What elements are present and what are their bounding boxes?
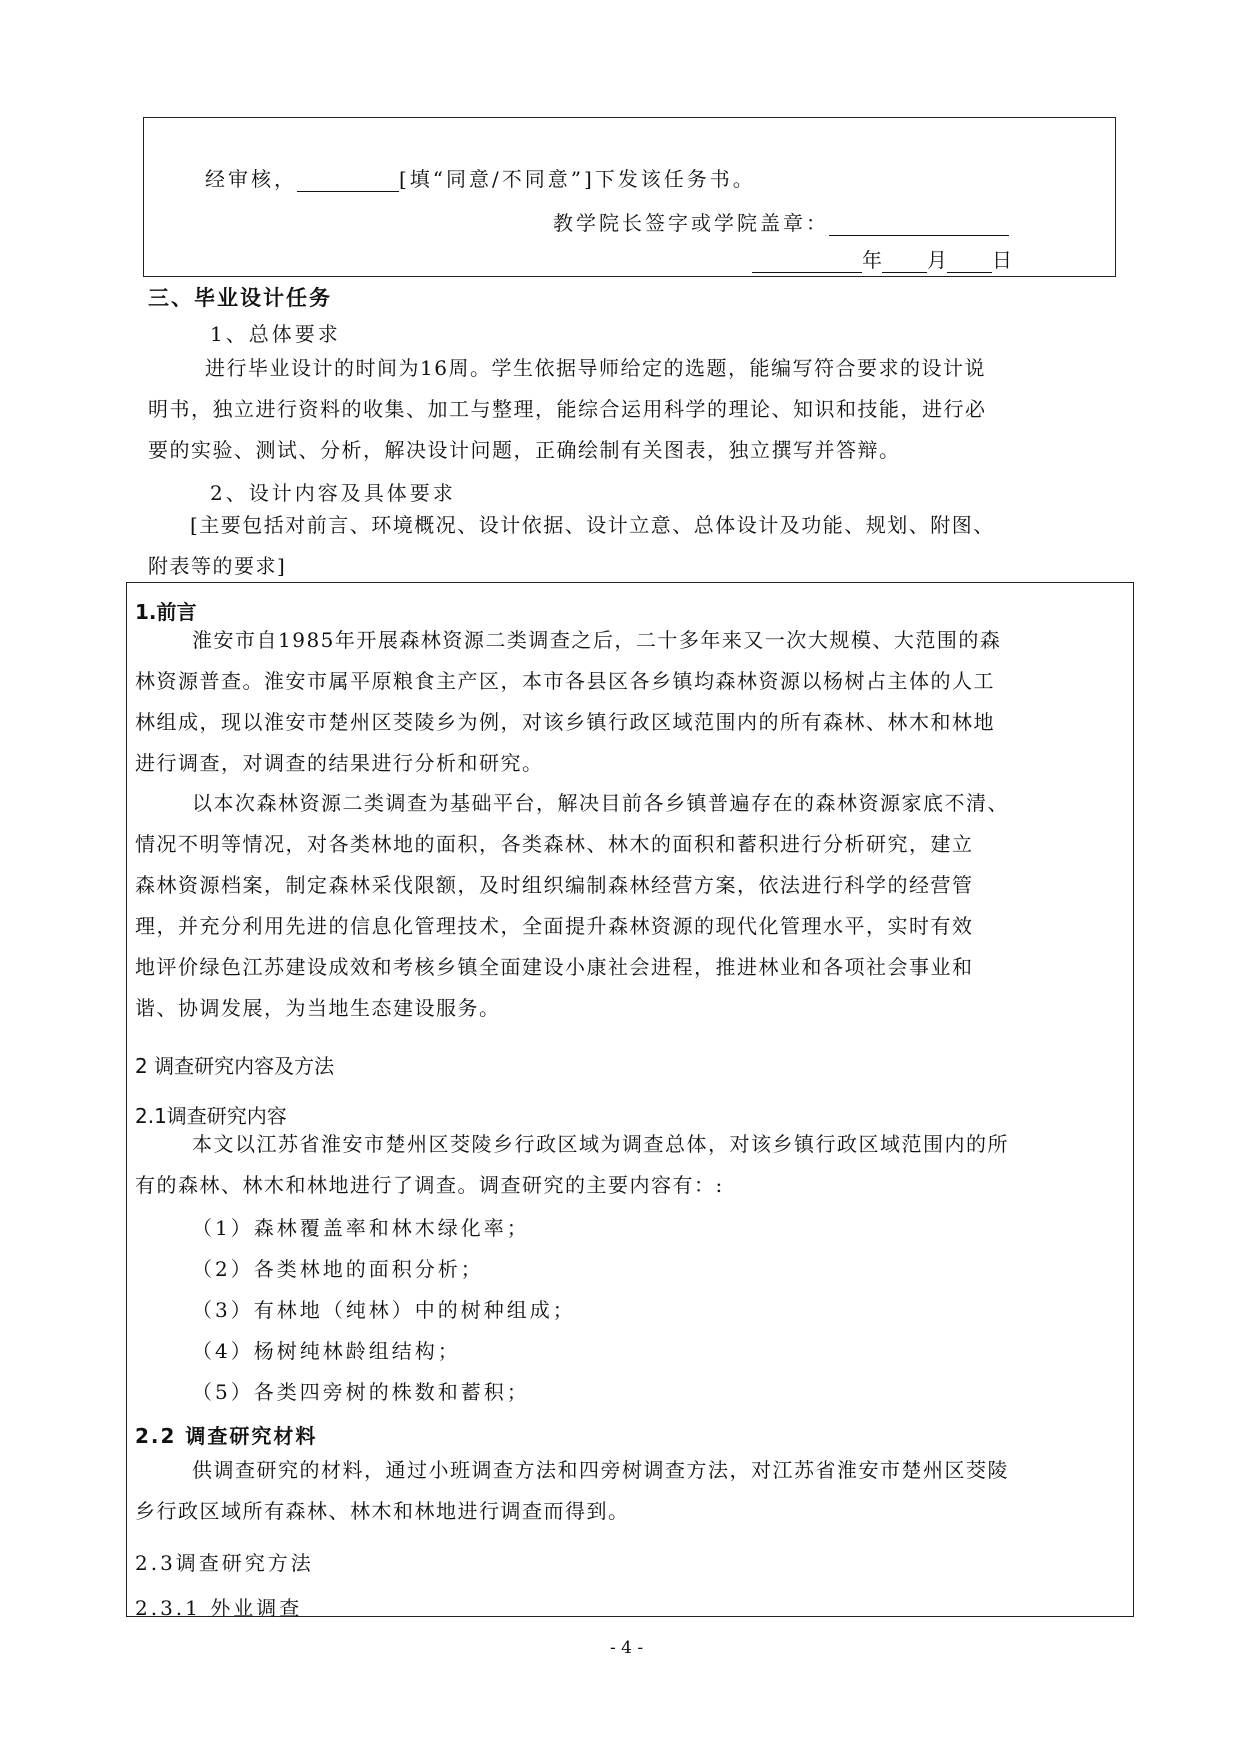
section-2-1-paragraph: [135, 1124, 1120, 1206]
p1-line: 淮安市自1985年开展森林资源二类调查之后，二十多年来又一次大规模、大范围的森: [192, 628, 1002, 652]
foreword-paragraph-1: [135, 620, 1120, 784]
month-label: 月: [927, 248, 947, 272]
p2-line: 理，并充分利用先进的信息化管理技术，全面提升森林资源的现代化管理水平，实时有效: [135, 914, 974, 938]
p3-line: 本文以江苏省淮安市楚州区茭陵乡行政区域为调查总体，对该乡镇行政区域范围内的所: [192, 1132, 1009, 1156]
day-blank: [947, 250, 992, 273]
p4-line: 乡行政区域所有森林、林木和林地进行调查而得到。: [135, 1499, 630, 1523]
heading-section-2: 2 调查研究内容及方法: [135, 1054, 335, 1078]
sub1-line: 明书，独立进行资料的收集、加工与整理，能综合运用科学的理论、知识和技能，进行必: [148, 397, 987, 421]
page-number: - 4 -: [610, 1638, 644, 1658]
sub2-heading: 2、设计内容及具体要求: [210, 481, 456, 505]
day-label: 日: [992, 248, 1012, 272]
p2-line: 森林资源档案，制定森林采伐限额，及时组织编制森林经营方案，依法进行科学的经营管: [135, 873, 974, 897]
signature-blank: [829, 213, 1009, 236]
date-line: [752, 244, 1012, 273]
heading-section-2-1: 2.1调查研究内容: [135, 1104, 287, 1128]
list-item: （4）杨树纯林龄组结构；: [192, 1339, 461, 1363]
approval-suffix: [填“同意/不同意”]下发该任务书。: [399, 167, 756, 191]
heading-foreword: 1.前言: [135, 600, 197, 624]
heading-section-2-3-1: 2.3.1 外业调查: [135, 1596, 303, 1620]
sub2-line: 附表等的要求]: [148, 554, 287, 578]
approval-blank: [297, 169, 399, 192]
year-label: 年: [862, 248, 882, 272]
foreword-paragraph-2: [135, 783, 1120, 1029]
signature-label: 教学院长签字或学院盖章：: [553, 211, 829, 235]
p2-line: 情况不明等情况，对各类林地的面积，各类森林、林木的面积和蓄积进行分析研究，建立: [135, 832, 974, 856]
heading-section-2-3: 2.3调查研究方法: [135, 1551, 314, 1575]
year-blank: [752, 250, 862, 273]
p1-line: 进行调查，对调查的结果进行分析和研究。: [135, 751, 544, 775]
p1-line: 林资源普查。淮安市属平原粮食主产区，本市各县区各乡镇均森林资源以杨树占主体的人工: [135, 669, 995, 693]
p2-line: 以本次森林资源二类调查为基础平台，解决目前各乡镇普遍存在的森林资源家底不清、: [192, 791, 1009, 815]
approval-prefix: 经审核，: [205, 167, 297, 191]
p3-line: 有的森林、林木和林地进行了调查。调查研究的主要内容有：:: [135, 1173, 724, 1197]
list-item: （3）有林地（纯林）中的树种组成；: [192, 1298, 576, 1322]
section-title: 三、毕业设计任务: [148, 286, 332, 310]
list-item: （5）各类四旁树的株数和蓄积；: [192, 1380, 530, 1404]
approval-line: [205, 163, 756, 192]
sub1-heading: 1、总体要求: [210, 322, 341, 346]
heading-section-2-2: 2.2 调查研究材料: [135, 1424, 318, 1448]
sub2-paragraph: [148, 505, 1108, 587]
sub1-line: 要的实验、测试、分析，解决设计问题，正确绘制有关图表，独立撰写并答辩。: [148, 438, 901, 462]
month-blank: [882, 250, 927, 273]
p4-line: 供调查研究的材料，通过小班调查方法和四旁树调查方法，对江苏省淮安市楚州区茭陵: [192, 1458, 1009, 1482]
section-2-2-paragraph: [135, 1450, 1120, 1532]
p2-line: 谐、协调发展，为当地生态建设服务。: [135, 996, 501, 1020]
list-item: （2）各类林地的面积分析；: [192, 1257, 484, 1281]
sub1-line: 进行毕业设计的时间为16周。学生依据导师给定的选题，能编写符合要求的设计说: [205, 356, 986, 380]
list-item: （1）森林覆盖率和林木绿化率；: [192, 1216, 530, 1240]
sub1-paragraph: [148, 348, 1108, 471]
p1-line: 林组成，现以淮安市楚州区茭陵乡为例，对该乡镇行政区域范围内的所有森林、林木和林地: [135, 710, 995, 734]
p2-line: 地评价绿色江苏建设成效和考核乡镇全面建设小康社会进程，推进林业和各项社会事业和: [135, 955, 974, 979]
signature-line: [553, 207, 1009, 236]
sub2-line: [主要包括对前言、环境概况、设计依据、设计立意、总体设计及功能、规划、附图、: [190, 513, 995, 537]
